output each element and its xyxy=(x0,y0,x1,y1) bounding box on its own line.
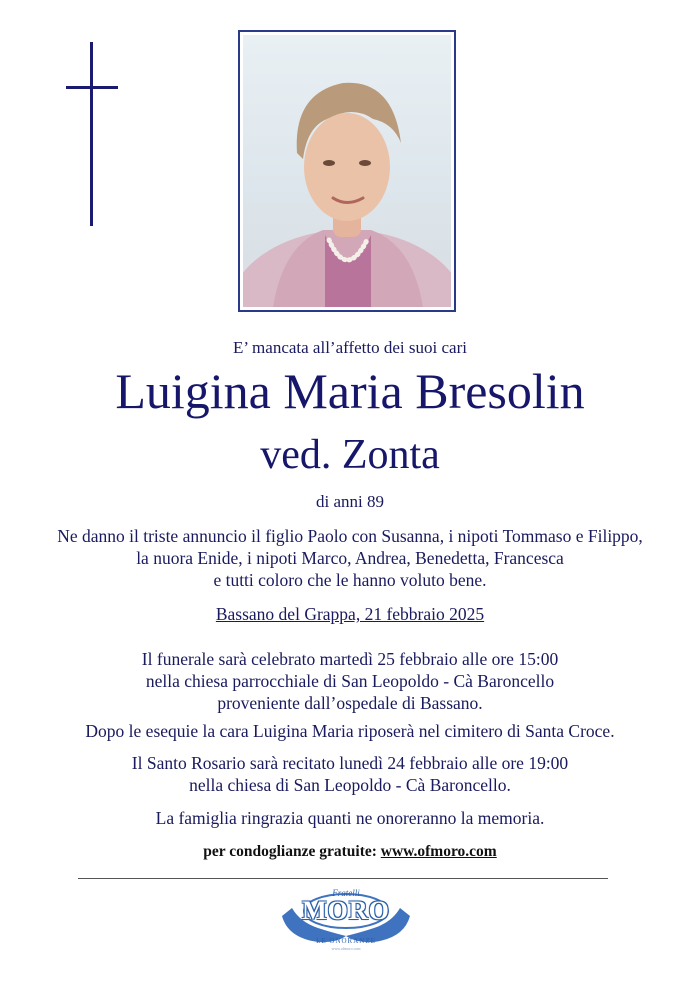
condolences-label: per condoglianze gratuite: xyxy=(203,843,377,860)
deceased-name: Luigina Maria Bresolin xyxy=(115,363,585,419)
funeral-line: Il funerale sarà celebrato martedì 25 febbraio alle ore 15:00 xyxy=(141,649,559,669)
announcement-line: e tutti coloro che le hanno voluto bene. xyxy=(213,570,487,590)
rosary-info xyxy=(0,752,700,796)
rosary-line: Il Santo Rosario sarà recitato lunedì 24 febbraio alle ore 19:00 xyxy=(131,753,569,773)
rosary-line: nella chiesa di San Leopoldo - Cà Baroncello. xyxy=(189,775,511,795)
condolences-link[interactable]: www.ofmoro.com xyxy=(380,843,497,860)
funeral-line: nella chiesa parrocchiale di San Leopoldo - Cà Baroncello xyxy=(145,671,555,691)
funeral-line: proveniente dall’ospedale di Bassano. xyxy=(217,693,483,713)
portrait-photo xyxy=(243,35,451,307)
logo-bottom-word: LE ONORANZE xyxy=(316,937,376,945)
announcement-line: la nuora Enide, i nipoti Marco, Andrea, Benedetta, Francesca xyxy=(136,548,564,568)
divider xyxy=(78,878,608,879)
widow-of: ved. Zonta xyxy=(260,432,440,478)
portrait-illustration xyxy=(243,35,451,307)
moro-logo xyxy=(278,886,414,956)
funeral-info xyxy=(0,648,700,714)
condolences xyxy=(0,843,700,861)
logo-tiny-line: www.ofmoro.com xyxy=(331,946,361,951)
announcement-line: Ne danno il triste annuncio il figlio Paolo con Susanna, i nipoti Tommaso e Filippo, xyxy=(57,526,643,546)
portrait-frame xyxy=(238,30,456,312)
place-date xyxy=(0,604,700,625)
logo-top-word: Fratelli xyxy=(332,888,360,898)
thanks-text: La famiglia ringrazia quanti ne onoreranno la memoria. xyxy=(155,808,545,828)
intro-text: E’ mancata all’affetto dei suoi cari xyxy=(233,338,467,357)
cross-icon xyxy=(66,42,118,226)
place-date-text: Bassano del Grappa, 21 febbraio 2025 xyxy=(215,604,485,624)
announcement xyxy=(0,525,700,591)
logo-brand: MORO xyxy=(302,896,390,925)
burial-info: Dopo le esequie la cara Luigina Maria riposerà nel cimitero di Santa Croce. xyxy=(85,721,615,741)
age: di anni 89 xyxy=(316,492,384,511)
